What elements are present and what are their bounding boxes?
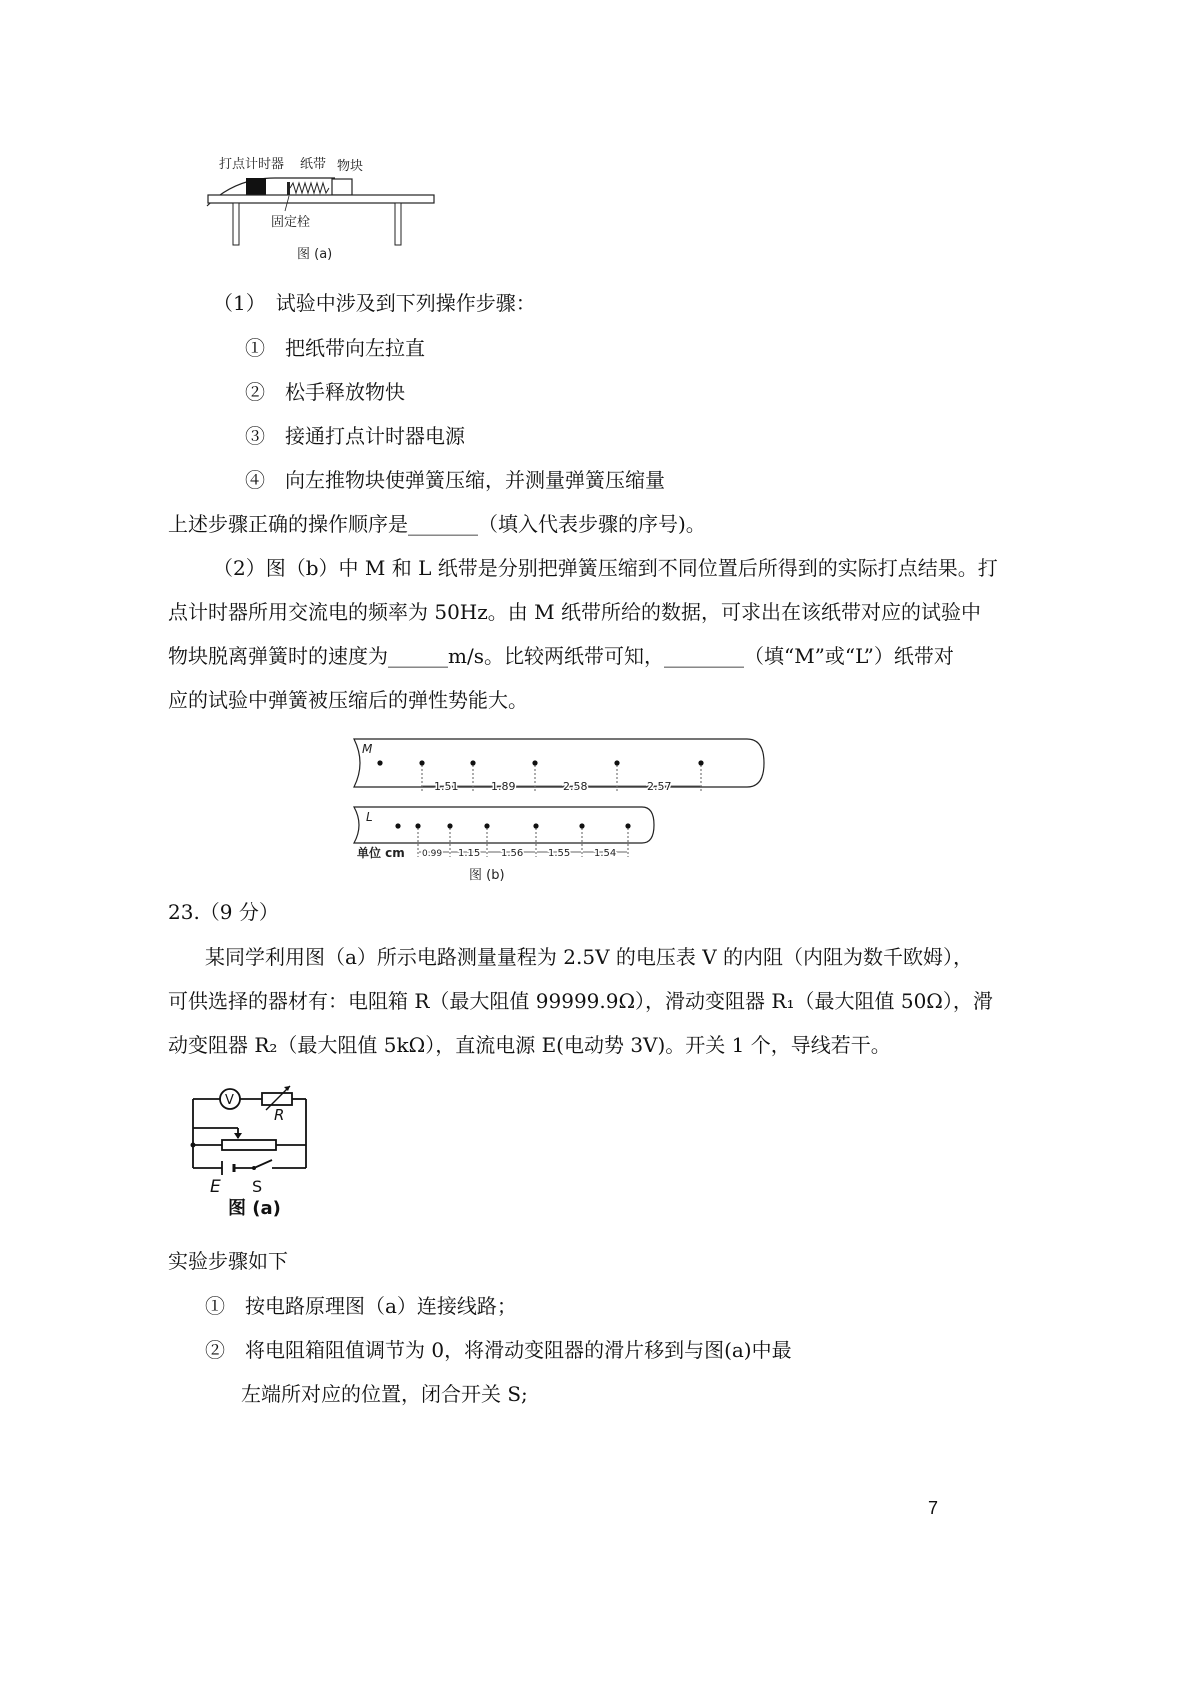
part2-line-2: 点计时器所用交流电的频率为 50Hz。由 M 纸带所给的数据，可求出在该纸带对应的试验中	[168, 600, 981, 624]
part1-step-2: ② 松手释放物快	[245, 380, 405, 404]
part1-step-3: ③ 接通打点计时器电源	[245, 424, 465, 448]
tape-m-dot	[614, 760, 619, 765]
label-timer: 打点计时器	[219, 157, 285, 172]
tape-m-label: M	[362, 742, 373, 756]
q23-header: 23.（9 分）	[168, 900, 279, 924]
l-interval-5: 1.54	[594, 848, 617, 859]
figure-b-caption: 图 (b)	[469, 868, 505, 883]
figure-a-apparatus	[205, 148, 445, 268]
table-leg-right	[395, 203, 401, 245]
tape-l-dot	[484, 823, 489, 828]
tape-m-dot	[419, 760, 424, 765]
m-interval-3: 2.58	[563, 780, 588, 793]
slide-rheostat	[222, 1140, 276, 1150]
tape-m-dot	[470, 760, 475, 765]
q23-para-line-2: 可供选择的器材有：电阻箱 R（最大阻值 99999.9Ω），滑动变阻器 R₁（最大阻值 50Ω），滑	[168, 989, 993, 1013]
tape-l-dot	[447, 823, 452, 828]
switch-icon	[252, 1166, 256, 1170]
tape-l-dot	[625, 823, 630, 828]
timer-block	[246, 178, 266, 195]
battery-symbol: E	[210, 1177, 221, 1197]
q23-para-line-3: 动变阻器 R₂（最大阻值 5kΩ），直流电源 E(电动势 3V)。开关 1 个，导线若干。	[168, 1033, 891, 1057]
spring	[290, 183, 329, 193]
figure-a-caption: 图 (a)	[297, 247, 333, 262]
part1-intro: （1） 试验中涉及到下列操作步骤：	[213, 291, 536, 315]
tape-m-dot	[532, 760, 537, 765]
l-interval-3: 1.56	[501, 848, 524, 859]
tape-l-dot	[395, 823, 400, 828]
tape-l-label: L	[366, 810, 373, 824]
block	[332, 179, 352, 195]
tape-l-dot	[533, 823, 538, 828]
part1-question: 上述步骤正确的操作顺序是_______（填入代表步骤的序号)。	[168, 512, 706, 536]
resistance-box-symbol: R	[274, 1106, 285, 1124]
l-interval-2: 1.15	[458, 848, 481, 859]
m-interval-4: 2.57	[647, 780, 672, 793]
figure-b-tapes	[352, 735, 772, 885]
part1-step-4: ④ 向左推物块使弹簧压缩，并测量弹簧压缩量	[245, 468, 665, 492]
label-pin: 固定栓	[271, 215, 311, 230]
label-tape: 纸带	[300, 157, 327, 172]
tape-m-dot	[377, 760, 382, 765]
part2-line-1: （2）图（b）中 M 和 L 纸带是分别把弹簧压缩到不同位置后所得到的实际打点结果。打	[213, 556, 998, 580]
part2-line-4: 应的试验中弹簧被压缩后的弹性势能大。	[168, 688, 528, 712]
table-top	[208, 195, 434, 203]
fixed-pin	[287, 182, 290, 195]
page-number: 7	[928, 1498, 939, 1518]
part2-line-3: 物块脱离弹簧时的速度为______m/s。比较两纸带可知，________（填“M”或“L”）纸带对	[168, 644, 954, 668]
unit-label: 单位 cm	[357, 846, 405, 860]
circuit-diagram	[188, 1082, 318, 1222]
tape-l-dot	[579, 823, 584, 828]
procedure-step-2-line-1: ② 将电阻箱阻值调节为 0，将滑动变阻器的滑片移到与图(a)中最	[205, 1338, 792, 1362]
label-block: 物块	[337, 159, 364, 174]
table-leg-left	[233, 203, 239, 245]
part1-step-1: ① 把纸带向左拉直	[245, 336, 425, 360]
circuit-caption: 图 (a)	[228, 1198, 281, 1219]
tape-l-dot	[415, 823, 420, 828]
switch-symbol: S	[252, 1177, 263, 1196]
procedure-step-2-line-2: 左端所对应的位置，闭合开关 S;	[241, 1382, 528, 1406]
l-interval-4: 1.55	[548, 848, 571, 859]
m-interval-1: 1.51	[434, 780, 459, 793]
procedure-step-1: ① 按电路原理图（a）连接线路；	[205, 1294, 517, 1318]
m-interval-2: 1.89	[491, 780, 516, 793]
voltmeter-symbol: V	[225, 1093, 234, 1108]
q23-para-line-1: 某同学利用图（a）所示电路测量量程为 2.5V 的电压表 V 的内阻（内阻为数千欧姆），	[205, 945, 974, 969]
procedure-title: 实验步骤如下	[168, 1249, 288, 1273]
l-interval-1: 0.99	[422, 849, 443, 859]
tape-m-dot	[698, 760, 703, 765]
